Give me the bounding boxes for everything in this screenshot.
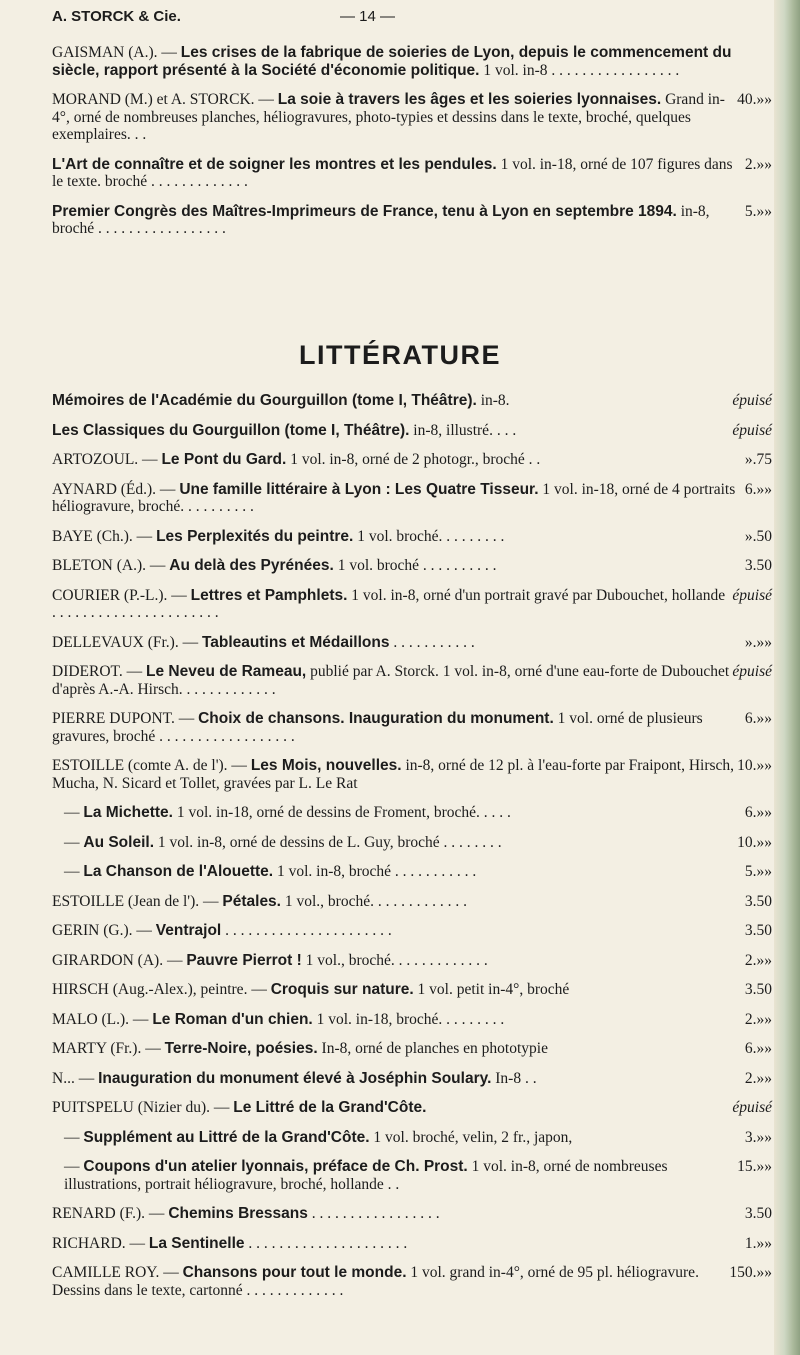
- entry-price: 3.50: [744, 1205, 772, 1222]
- catalog-entry: [52, 804, 772, 822]
- entry-author: GIRARDON (A). —: [52, 951, 187, 969]
- entry-author: BLETON (A.). —: [52, 557, 170, 574]
- entry-author: RENARD (F.). —: [52, 1205, 169, 1222]
- entry-price: 150.»»: [729, 1264, 772, 1281]
- entry-details: Grand in-4°, orné de nombreuses planches, héliogravures, photo-typies et dessins dans le texte, broché, quelques exemplaires. . .: [52, 91, 725, 143]
- entry-details: in-8, broché . . . . . . . . . . . . . . . . .: [52, 202, 710, 237]
- entry-title: Les Mois, nouvelles.: [250, 757, 402, 774]
- entry-title: Le Neveu de Rameau,: [146, 663, 307, 680]
- entry-price: 10.»»: [737, 833, 772, 851]
- entry-details: 1 vol. in-8, orné de 2 photogr., broché . .: [286, 451, 541, 468]
- page-edge: [774, 0, 800, 1355]
- entry-title: Lettres et Pamphlets.: [190, 586, 348, 604]
- catalog-entry: [52, 1040, 772, 1058]
- entry-author: CAMILLE ROY. —: [52, 1264, 183, 1281]
- catalog-entry: [52, 481, 772, 516]
- entry-author: PIERRE DUPONT. —: [52, 710, 199, 727]
- catalog-entry: [52, 1099, 772, 1117]
- entry-title: Coupons d'un atelier lyonnais, préface de Ch. Prost.: [83, 1158, 468, 1175]
- entry-details: 1 vol. in-8, orné de dessins de L. Guy, broché . . . . . . . .: [154, 833, 502, 851]
- entry-price: 5.»»: [744, 202, 772, 220]
- entry-price: épuisé: [732, 586, 772, 604]
- catalog-entry: [52, 1205, 772, 1223]
- entry-author: PUITSPELU (Nizier du). —: [52, 1099, 234, 1116]
- entry-details: . . . . . . . . . . . . . . . . .: [307, 1205, 440, 1222]
- catalog-entry: [52, 587, 772, 622]
- catalog-entry: [52, 156, 772, 191]
- entry-title: Les Classiques du Gourguillon (tome I, Théâtre).: [52, 421, 410, 439]
- entry-details: 1 vol. orné de plusieurs gravures, broché . . . . . . . . . . . . . . . . . .: [52, 710, 703, 745]
- catalog-entry: [52, 634, 772, 652]
- entry-price: ».50: [744, 527, 772, 545]
- entry-title: Terre-Noire, poésies.: [164, 1040, 318, 1057]
- entry-title: Le Pont du Gard.: [161, 451, 287, 468]
- entry-price: ».75: [744, 451, 772, 468]
- catalog-entry: [52, 44, 772, 79]
- entry-price: épuisé: [732, 392, 772, 409]
- entry-author: —: [64, 804, 84, 821]
- entry-title: Le Roman d'un chien.: [152, 1010, 313, 1028]
- entry-details: . . . . . . . . . . .: [389, 633, 475, 651]
- entry-details: publié par A. Storck. 1 vol. in-8, orné d'une eau-forte de Dubouchet d'après A.-A. Hirsch. . . . . . . . . . . . .: [52, 663, 730, 698]
- entry-author: BAYE (Ch.). —: [52, 527, 157, 545]
- entries-top: [52, 44, 772, 250]
- entry-price: 10.»»: [737, 757, 772, 774]
- entry-author: —: [64, 1158, 84, 1175]
- entry-title: La soie à travers les âges et les soieries lyonnaises.: [277, 91, 662, 108]
- entry-details: 1 vol. in-18, orné de 4 portraits héliogravure, broché. . . . . . . . . .: [52, 480, 736, 515]
- entry-price: 3.50: [744, 922, 772, 939]
- catalog-entry: [52, 392, 772, 410]
- entry-author: MALO (L.). —: [52, 1010, 153, 1028]
- entry-details: 1 vol., broché. . . . . . . . . . . . .: [281, 892, 467, 910]
- entry-details: in-8.: [476, 392, 510, 409]
- entry-title: Le Littré de la Grand'Côte.: [233, 1099, 427, 1116]
- entry-author: ESTOILLE (Jean de l'). —: [52, 892, 223, 910]
- entry-title: Croquis sur nature.: [270, 981, 414, 998]
- entry-author: MARTY (Fr.). —: [52, 1040, 165, 1057]
- catalog-entry: [52, 1158, 772, 1193]
- catalog-entry: [52, 1235, 772, 1253]
- entry-price: épuisé: [732, 1099, 772, 1116]
- entry-title: Une famille littéraire à Lyon : Les Quatre Tisseur.: [179, 480, 539, 498]
- entry-price: 2.»»: [744, 951, 772, 969]
- entry-price: 2.»»: [744, 1010, 772, 1028]
- entry-details: In-8, orné de planches en phototypie: [317, 1040, 548, 1057]
- entry-details: 1 vol. in-8, broché . . . . . . . . . . .: [273, 863, 477, 880]
- entry-price: 2.»»: [744, 1069, 772, 1087]
- entry-details: 1 vol. petit in-4°, broché: [413, 981, 570, 998]
- catalog-entry: [52, 981, 772, 999]
- entry-author: ESTOILLE (comte A. de l'). —: [52, 757, 251, 774]
- catalog-entry: [52, 922, 772, 940]
- entry-details: 1 vol. in-8 . . . . . . . . . . . . . . . . .: [479, 61, 680, 79]
- entry-price: 3.50: [744, 557, 772, 574]
- catalog-entry: [52, 1264, 772, 1299]
- entry-price: 6.»»: [744, 710, 772, 727]
- entry-price: 2.»»: [744, 155, 772, 173]
- entry-author: AYNARD (Éd.). —: [52, 480, 180, 498]
- entry-price: 15.»»: [737, 1158, 772, 1175]
- entry-title: Pauvre Pierrot !: [186, 951, 302, 969]
- entry-author: HIRSCH (Aug.-Alex.), peintre. —: [52, 981, 271, 998]
- entry-price: 3.50: [744, 892, 772, 910]
- entry-details: 1 vol. broché, velin, 2 fr., japon,: [369, 1128, 573, 1146]
- entry-author: —: [64, 1128, 84, 1146]
- entry-details: 1 vol. in-8, orné d'un portrait gravé par Dubouchet, hollande . . . . . . . . . . . . . . . . . . . . . .: [52, 586, 726, 621]
- entry-price: 6.»»: [744, 804, 772, 821]
- section-title: LITTÉRATURE: [299, 340, 501, 370]
- entry-price: 40.»»: [737, 91, 772, 108]
- entry-author: —: [64, 863, 84, 880]
- entry-price: 6.»»: [744, 1040, 772, 1057]
- entry-title: Ventrajol: [155, 922, 222, 939]
- entry-details: . . . . . . . . . . . . . . . . . . . . .: [244, 1234, 408, 1252]
- catalog-entry: [52, 863, 772, 881]
- catalog-entry: [52, 952, 772, 970]
- catalog-entry: [52, 557, 772, 575]
- entry-author: —: [64, 833, 84, 851]
- entry-author: GERIN (G.). —: [52, 922, 156, 939]
- catalog-entry: [52, 528, 772, 546]
- entry-title: Chansons pour tout le monde.: [182, 1264, 407, 1281]
- catalog-entry: [52, 1011, 772, 1029]
- entry-title: Tableautins et Médaillons: [201, 633, 390, 651]
- catalog-entry: [52, 422, 772, 440]
- entry-title: Mémoires de l'Académie du Gourguillon (tome I, Théâtre).: [52, 392, 477, 409]
- catalog-entry: [52, 757, 772, 792]
- entry-details: In-8 . .: [491, 1069, 537, 1087]
- entry-details: in-8, illustré. . . .: [409, 421, 517, 439]
- page-header: [52, 8, 732, 30]
- entry-author: DELLEVAUX (Fr.). —: [52, 633, 202, 651]
- entry-details: 1 vol. in-18, broché. . . . . . . . .: [312, 1010, 505, 1028]
- entry-title: Pétales.: [222, 892, 281, 910]
- entry-title: La Michette.: [83, 804, 173, 821]
- catalog-entry: [52, 1129, 772, 1147]
- entry-details: 1 vol. broché. . . . . . . . .: [353, 527, 505, 545]
- entry-details: in-8, orné de 12 pl. à l'eau-forte par Fraipont, Hirsch, Mucha, N. Sicard et Tollet, gravées par L. Le Rat: [52, 757, 735, 792]
- entry-price: ».»»: [744, 633, 772, 651]
- publisher-name: A. STORCK & Cie.: [52, 8, 181, 25]
- entry-details: 1 vol., broché. . . . . . . . . . . . .: [301, 951, 488, 969]
- catalog-entry: [52, 451, 772, 469]
- entry-title: Les crises de la fabrique de soieries de Lyon, depuis le commencement du siècle, rapport présenté à la Société d'économie politique.: [52, 44, 732, 79]
- entry-author: COURIER (P.-L.). —: [52, 586, 191, 604]
- entry-price: 3.50: [744, 981, 772, 998]
- catalog-entry: [52, 91, 772, 144]
- entry-author: GAISMAN (A.). —: [52, 44, 181, 61]
- entry-price: 5.»»: [744, 863, 772, 880]
- catalog-entry: [52, 834, 772, 852]
- entry-author: DIDEROT. —: [52, 663, 146, 680]
- entry-author: N... —: [52, 1069, 99, 1087]
- entry-details: 1 vol. in-18, orné de dessins de Froment, broché. . . . .: [172, 804, 511, 821]
- entry-details: . . . . . . . . . . . . . . . . . . . . . .: [221, 922, 392, 939]
- entry-title: La Chanson de l'Alouette.: [83, 863, 274, 880]
- entry-title: Au delà des Pyrénées.: [169, 557, 334, 574]
- catalog-entry: [52, 710, 772, 745]
- catalog-entry: [52, 1070, 772, 1088]
- entry-title: Chemins Bressans: [168, 1205, 308, 1222]
- entry-price: 6.»»: [744, 480, 772, 498]
- entry-details: 1 vol. in-8, orné de nombreuses illustrations, portrait héliogravure, broché, hollande . .: [64, 1158, 668, 1193]
- entry-title: Les Perplexités du peintre.: [156, 527, 354, 545]
- entries-litterature: [52, 392, 772, 1311]
- entry-price: 1.»»: [744, 1234, 772, 1252]
- entry-details: 1 vol. in-18, orné de 107 figures dans le texte. broché . . . . . . . . . . . . .: [52, 155, 733, 190]
- catalog-entry: [52, 893, 772, 911]
- entry-title: Au Soleil.: [83, 833, 154, 851]
- entry-title: Premier Congrès des Maîtres-Imprimeurs de France, tenu à Lyon en septembre 1894.: [52, 202, 677, 220]
- entry-author: MORAND (M.) et A. STORCK. —: [52, 91, 278, 108]
- entry-details: 1 vol. broché . . . . . . . . . .: [333, 557, 497, 574]
- entry-title: L'Art de connaître et de soigner les montres et les pendules.: [52, 155, 497, 173]
- catalog-entry: [52, 203, 772, 238]
- entry-title: Supplément au Littré de la Grand'Côte.: [83, 1128, 370, 1146]
- entry-details: 1 vol. grand in-4°, orné de 95 pl. héliogravure. Dessins dans le texte, cartonné . . . . . . . . . . . . .: [52, 1264, 699, 1299]
- entry-author: ARTOZOUL. —: [52, 451, 162, 468]
- entry-price: épuisé: [732, 421, 772, 439]
- entry-author: RICHARD. —: [52, 1234, 149, 1252]
- entry-price: 3.»»: [744, 1128, 772, 1146]
- catalog-entry: [52, 663, 772, 698]
- page-number: — 14 —: [340, 8, 396, 25]
- entry-title: La Sentinelle: [148, 1234, 245, 1252]
- entry-title: Choix de chansons. Inauguration du monument.: [198, 710, 554, 727]
- entry-title: Inauguration du monument élevé à Joséphin Soulary.: [98, 1069, 492, 1087]
- entry-price: épuisé: [732, 663, 772, 680]
